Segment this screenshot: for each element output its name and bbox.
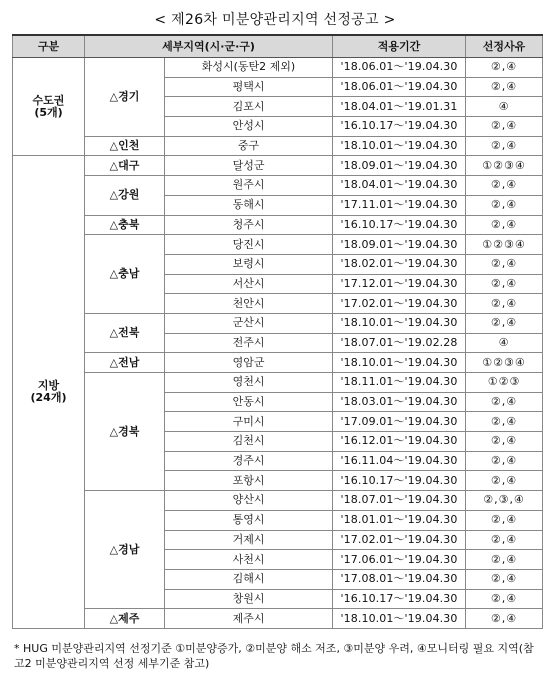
period-cell: '18.01.01～'19.04.30 — [333, 510, 466, 530]
reason-cell: ④ — [466, 97, 543, 117]
region-cell: 전주시 — [165, 333, 333, 353]
region-cell: 통영시 — [165, 510, 333, 530]
region-cell: 영암군 — [165, 353, 333, 373]
province-cell: △제주 — [85, 609, 165, 629]
period-cell: '17.11.01～'19.04.30 — [333, 195, 466, 215]
designated-areas-table — [12, 34, 543, 629]
period-cell: '16.12.01～'19.04.30 — [333, 432, 466, 452]
header-category: 구분 — [13, 35, 85, 58]
reason-cell: ②,④ — [466, 176, 543, 196]
period-cell: '18.03.01～'19.04.30 — [333, 392, 466, 412]
period-cell: '18.06.01～'19.04.30 — [333, 58, 466, 78]
reason-cell: ②,④ — [466, 117, 543, 137]
region-cell: 화성시(동탄2 제외) — [165, 58, 333, 78]
header-period: 적용기간 — [333, 35, 466, 58]
reason-cell: ②,④ — [466, 313, 543, 333]
period-cell: '18.07.01～'19.04.30 — [333, 491, 466, 511]
reason-cell: ②,④ — [466, 609, 543, 629]
region-cell: 당진시 — [165, 235, 333, 255]
group-name: 수도권 — [32, 93, 65, 107]
table-row — [13, 353, 543, 373]
period-cell: '18.10.01～'19.04.30 — [333, 609, 466, 629]
reason-cell: ②,④ — [466, 254, 543, 274]
table-row — [13, 313, 543, 333]
period-cell: '16.10.17～'19.04.30 — [333, 215, 466, 235]
region-cell: 양산시 — [165, 491, 333, 511]
region-cell: 보령시 — [165, 254, 333, 274]
reason-cell: ②,④ — [466, 392, 543, 412]
region-cell: 평택시 — [165, 77, 333, 97]
reason-cell: ②,④ — [466, 195, 543, 215]
table-header-row — [13, 35, 543, 58]
reason-cell: ②,④ — [466, 432, 543, 452]
region-cell: 구미시 — [165, 412, 333, 432]
reason-cell: ①②③④ — [466, 353, 543, 373]
region-cell: 안동시 — [165, 392, 333, 412]
region-cell: 안성시 — [165, 117, 333, 137]
table-row — [13, 58, 543, 78]
period-cell: '18.10.01～'19.04.30 — [333, 313, 466, 333]
table-row — [13, 156, 543, 176]
region-cell: 제주시 — [165, 609, 333, 629]
period-cell: '17.08.01～'19.04.30 — [333, 569, 466, 589]
table-row — [13, 373, 543, 393]
province-cell: △충북 — [85, 215, 165, 235]
table-row — [13, 176, 543, 196]
table-row — [13, 491, 543, 511]
period-cell: '17.12.01～'19.04.30 — [333, 274, 466, 294]
province-cell: △경북 — [85, 373, 165, 491]
reason-cell: ②,④ — [466, 294, 543, 314]
region-cell: 달성군 — [165, 156, 333, 176]
period-cell: '16.10.17～'19.04.30 — [333, 117, 466, 137]
reason-cell: ②,④ — [466, 274, 543, 294]
period-cell: '17.02.01～'19.04.30 — [333, 530, 466, 550]
period-cell: '18.06.01～'19.04.30 — [333, 77, 466, 97]
region-cell: 김포시 — [165, 97, 333, 117]
region-cell: 사천시 — [165, 550, 333, 570]
reason-cell: ②,④ — [466, 569, 543, 589]
reason-cell: ②,④ — [466, 510, 543, 530]
table-row — [13, 136, 543, 156]
page-title: < 제26차 미분양관리지역 선정공고 > — [154, 12, 396, 28]
table-row — [13, 235, 543, 255]
group-cell — [13, 58, 85, 156]
period-cell: '16.11.04～'19.04.30 — [333, 451, 466, 471]
region-cell: 천안시 — [165, 294, 333, 314]
group-count: (5개) — [34, 105, 63, 119]
table-row — [13, 609, 543, 629]
period-cell: '16.10.17～'19.04.30 — [333, 471, 466, 491]
reason-cell: ②,④ — [466, 215, 543, 235]
period-cell: '18.11.01～'19.04.30 — [333, 373, 466, 393]
table-body — [13, 58, 543, 629]
region-cell: 군산시 — [165, 313, 333, 333]
table-row — [13, 215, 543, 235]
region-cell: 원주시 — [165, 176, 333, 196]
province-cell: △강원 — [85, 176, 165, 215]
reason-cell: ②,④ — [466, 451, 543, 471]
reason-cell: ②,④ — [466, 530, 543, 550]
reason-cell: ②,④ — [466, 589, 543, 609]
region-cell: 동해시 — [165, 195, 333, 215]
period-cell: '17.09.01～'19.04.30 — [333, 412, 466, 432]
province-cell: △대구 — [85, 156, 165, 176]
region-cell: 서산시 — [165, 274, 333, 294]
period-cell: '18.04.01～'19.04.30 — [333, 176, 466, 196]
reason-cell: ①②③④ — [466, 156, 543, 176]
reason-cell: ②,③,④ — [466, 491, 543, 511]
province-cell: △인천 — [85, 136, 165, 156]
region-cell: 중구 — [165, 136, 333, 156]
reason-cell: ②,④ — [466, 471, 543, 491]
province-cell: △경기 — [85, 58, 165, 137]
period-cell: '18.10.01～'19.04.30 — [333, 353, 466, 373]
reason-cell: ④ — [466, 333, 543, 353]
period-cell: '16.10.17～'19.04.30 — [333, 589, 466, 609]
reason-cell: ②,④ — [466, 58, 543, 78]
reason-cell: ②,④ — [466, 136, 543, 156]
reason-cell: ①②③④ — [466, 235, 543, 255]
reason-cell: ①②③ — [466, 373, 543, 393]
reason-cell: ②,④ — [466, 412, 543, 432]
province-cell: △전북 — [85, 313, 165, 352]
period-cell: '18.02.01～'19.04.30 — [333, 254, 466, 274]
group-count: (24개) — [30, 391, 67, 405]
region-cell: 거제시 — [165, 530, 333, 550]
region-cell: 영천시 — [165, 373, 333, 393]
region-cell: 창원시 — [165, 589, 333, 609]
region-cell: 청주시 — [165, 215, 333, 235]
region-cell: 김해시 — [165, 569, 333, 589]
province-cell: △경남 — [85, 491, 165, 609]
period-cell: '17.02.01～'19.04.30 — [333, 294, 466, 314]
group-cell — [13, 156, 85, 629]
header-region: 세부지역(시·군·구) — [85, 35, 333, 58]
reason-cell: ②,④ — [466, 550, 543, 570]
period-cell: '18.04.01～'19.01.31 — [333, 97, 466, 117]
region-cell: 경주시 — [165, 451, 333, 471]
reason-cell: ②,④ — [466, 77, 543, 97]
province-cell: △충남 — [85, 235, 165, 314]
region-cell: 김천시 — [165, 432, 333, 452]
province-cell: △전남 — [85, 353, 165, 373]
region-cell: 포항시 — [165, 471, 333, 491]
footnote: * HUG 미분양관리지역 선정기준 ①미분양증가, ②미분양 해소 저조, ③미분양 우려, ④모니터링 필요 지역(참고2 미분양관리지역 선정 세부기준 참고) — [14, 642, 534, 670]
group-name: 지방 — [37, 379, 60, 393]
period-cell: '18.10.01～'19.04.30 — [333, 136, 466, 156]
period-cell: '18.07.01～'19.02.28 — [333, 333, 466, 353]
period-cell: '18.09.01～'19.04.30 — [333, 235, 466, 255]
period-cell: '18.09.01～'19.04.30 — [333, 156, 466, 176]
period-cell: '17.06.01～'19.04.30 — [333, 550, 466, 570]
header-reason: 선정사유 — [466, 35, 543, 58]
